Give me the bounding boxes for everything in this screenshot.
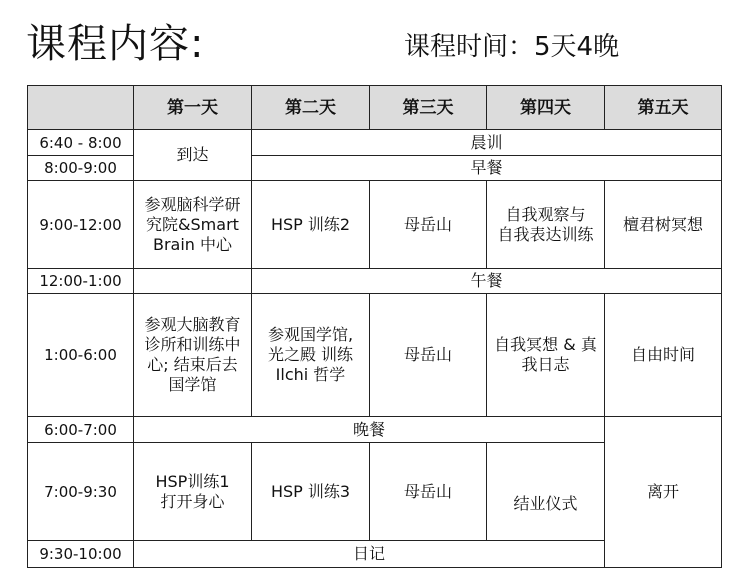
cell-line: 我日志 <box>521 355 570 374</box>
day-1-evening-cell <box>134 443 252 541</box>
time-cell: 1:00-6:00 <box>28 294 134 417</box>
time-cell: 7:00-9:30 <box>28 443 134 541</box>
cell-line: 国学馆 <box>168 375 217 394</box>
afternoon-session-row <box>28 294 722 417</box>
day-5-morning-cell: 檀君树冥想 <box>605 181 722 269</box>
time-cell: 12:00-1:00 <box>28 269 134 294</box>
day-4-morning-cell <box>487 181 605 269</box>
day-2-morning-cell: HSP 训练2 <box>252 181 370 269</box>
time-cell: 6:40 - 8:00 <box>28 130 134 156</box>
cell-line: HSP训练1 <box>155 471 230 491</box>
time-cell: 9:00-12:00 <box>28 181 134 269</box>
day-4-evening-cell: 结业仪式 <box>487 443 605 541</box>
cell-line: 自我冥想 & 真 <box>494 335 597 354</box>
day-3-header: 第三天 <box>370 86 487 130</box>
cell-line: 自我观察与 <box>505 204 586 224</box>
cell-line: Brain 中心 <box>152 234 233 254</box>
departure-cell: 离开 <box>605 417 722 568</box>
arrival-cell: 到达 <box>134 130 252 181</box>
cell-line: 自我表达训练 <box>497 224 594 244</box>
day-header-row <box>28 86 722 130</box>
diary-cell: 日记 <box>134 541 605 568</box>
page-title: 课程内容: <box>26 21 205 67</box>
morning-training-cell: 晨训 <box>252 130 722 156</box>
cell-line: 诊所和训练中 <box>144 335 241 354</box>
day-1-afternoon-cell <box>134 294 252 417</box>
cell-line: 参观国学馆, <box>267 325 354 344</box>
dinner-cell: 晚餐 <box>134 417 605 443</box>
cell-line: 心; 结束后去 <box>147 355 238 374</box>
cell-line: 参观大脑教育 <box>144 315 241 334</box>
course-duration: 课程时间：5天4晚 <box>404 32 620 62</box>
cell-line: 打开身心 <box>160 491 225 511</box>
cell-line: Ilchi 哲学 <box>275 365 346 384</box>
day-5-afternoon-cell: 自由时间 <box>605 294 722 417</box>
dinner-row <box>28 417 722 443</box>
day-4-afternoon-cell <box>487 294 605 417</box>
schedule-table <box>27 85 722 568</box>
time-cell: 6:00-7:00 <box>28 417 134 443</box>
day-3-evening-cell: 母岳山 <box>370 443 487 541</box>
day-4-header: 第四天 <box>487 86 605 130</box>
day-2-afternoon-cell <box>252 294 370 417</box>
time-cell: 8:00-9:00 <box>28 156 134 181</box>
morning-session-row <box>28 181 722 269</box>
day-1-header: 第一天 <box>134 86 252 130</box>
empty-cell <box>134 269 252 294</box>
lunch-cell: 午餐 <box>252 269 722 294</box>
day-3-morning-cell: 母岳山 <box>370 181 487 269</box>
day-2-header: 第二天 <box>252 86 370 130</box>
day-1-morning-cell <box>134 181 252 269</box>
day-2-evening-cell: HSP 训练3 <box>252 443 370 541</box>
time-cell: 9:30-10:00 <box>28 541 134 568</box>
lunch-row <box>28 269 722 294</box>
breakfast-row <box>28 156 722 181</box>
morning-training-row <box>28 130 722 156</box>
breakfast-cell: 早餐 <box>252 156 722 181</box>
day-3-afternoon-cell: 母岳山 <box>370 294 487 417</box>
header-corner-cell <box>28 86 134 130</box>
cell-line: 究院&Smart <box>146 214 239 234</box>
cell-line: 光之殿 训练 <box>267 345 354 364</box>
cell-line: 参观脑科学研 <box>144 194 241 214</box>
day-5-header: 第五天 <box>605 86 722 130</box>
